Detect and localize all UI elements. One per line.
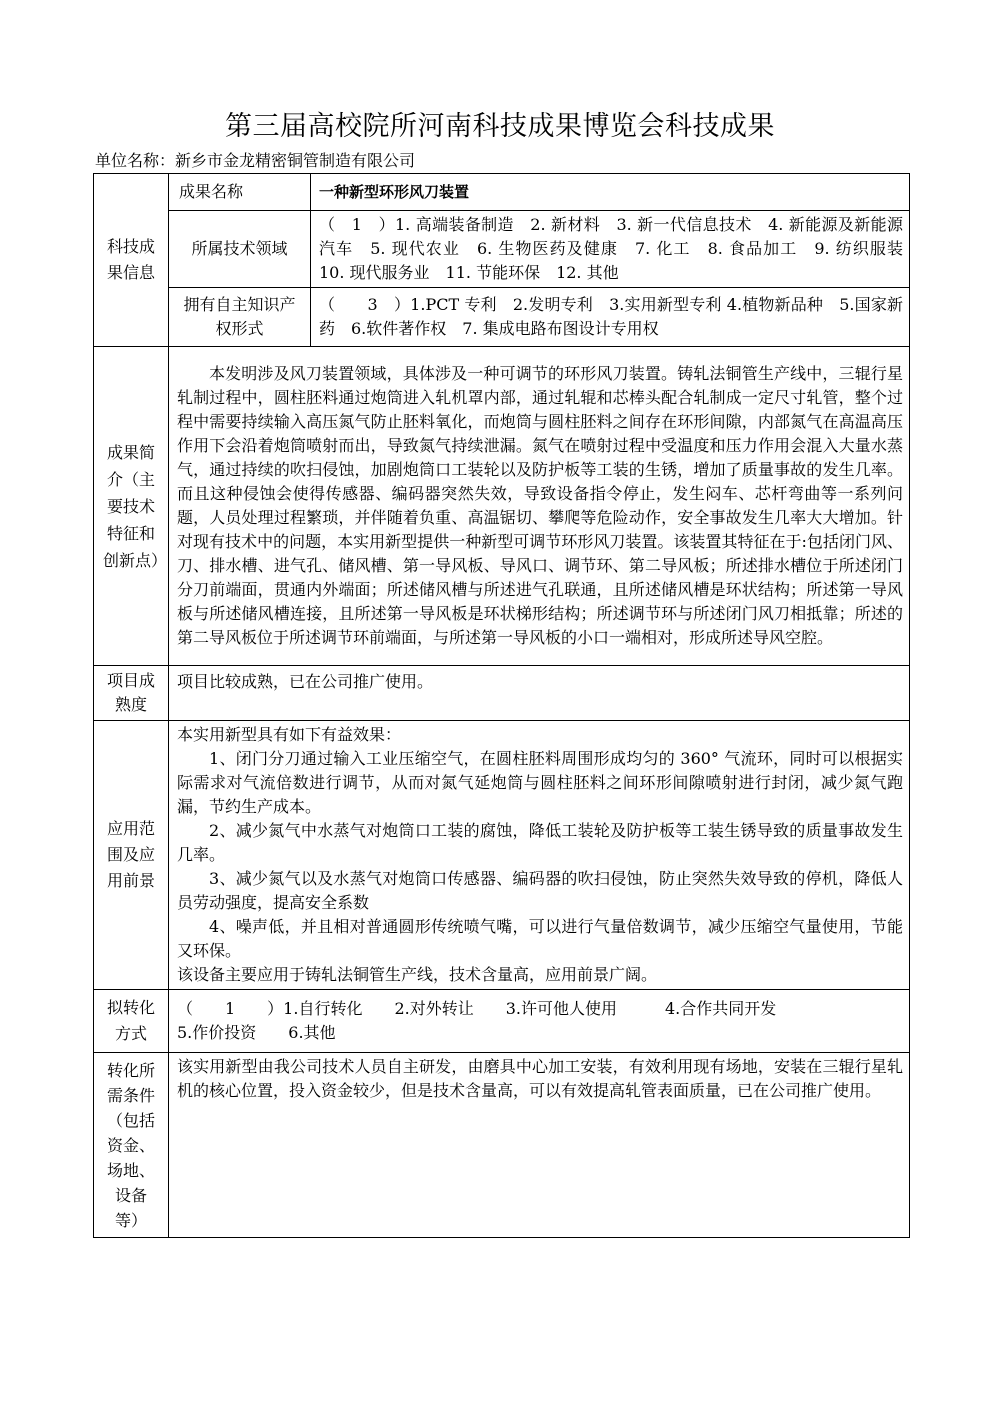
row-ip-form — [94, 288, 910, 347]
conditions-label: 转化所需条件（包括资金、场地、设备等） — [94, 1053, 169, 1238]
row-achievement-name — [94, 174, 910, 211]
achievement-table — [93, 173, 920, 1238]
maturity-label: 项目成熟度 — [94, 666, 169, 721]
row-conditions — [94, 1053, 910, 1238]
ip-form-label: 拥有自主知识产权形式 — [169, 288, 311, 347]
tech-info-label: 科技成果信息 — [94, 174, 169, 347]
row-intro — [94, 347, 910, 666]
transfer-line-2: 5.作价投资 6.其他 — [177, 1023, 336, 1042]
row-tech-field — [94, 211, 910, 288]
application-item-2: 2、减少氮气中水蒸气对炮筒口工装的腐蚀，降低工装轮及防护板等工装生锈导致的质量事故发生几率。 — [177, 821, 903, 864]
tech-field-value: （ 1 ）1. 高端装备制造 2. 新材料 3. 新一代信息技术 4. 新能源及新能源汽车 5. 现代农业 6. 生物医药及健康 7. 化工 8. 食品加工 9. 纺织服装 10. 现代服务业 11. 节能环保 12. 其他 — [311, 211, 910, 288]
application-outro: 该设备主要应用于铸轧法铜管生产线，技术含量高，应用前景广阔。 — [177, 965, 658, 984]
intro-label: 成果简介（主要技术特征和创新点） — [94, 347, 169, 666]
transfer-text — [169, 990, 910, 1053]
unit-name: 单位名称：新乡市金龙精密铜管制造有限公司 — [95, 151, 416, 170]
document-title: 第三届高校院所河南科技成果博览会科技成果 — [225, 111, 775, 142]
application-item-4: 4、噪声低，并且相对普通圆形传统喷气嘴，可以进行气量倍数调节，减少压缩空气量使用，节能又环保。 — [177, 917, 903, 960]
application-text — [169, 721, 910, 990]
conditions-text: 该实用新型由我公司技术人员自主研发，由磨具中心加工安装，有效利用现有场地，安装在三辊行星轧机的核心位置，投入资金较少，但是技术含量高，可以有效提高轧管表面质量，已在公司推广使用。 — [169, 1053, 910, 1238]
transfer-label: 拟转化方式 — [94, 990, 169, 1053]
tech-field-label: 所属技术领域 — [169, 211, 311, 288]
maturity-text: 项目比较成熟，已在公司推广使用。 — [169, 666, 910, 721]
achievement-name-value: 一种新型环形风刀装置 — [311, 174, 910, 211]
application-item-3: 3、减少氮气以及水蒸气对炮筒口传感器、编码器的吹扫侵蚀，防止突然失效导致的停机，降低人员劳动强度，提高安全系数 — [177, 869, 903, 912]
row-transfer — [94, 990, 910, 1053]
achievement-name-label: 成果名称 — [169, 174, 311, 211]
transfer-line-1: （ 1 ）1.自行转化 2.对外转让 3.许可他人使用 4.合作共同开发 — [177, 999, 777, 1018]
application-item-1: 1、闭门分刀通过输入工业压缩空气，在圆柱胚料周围形成均匀的 360° 气流环，同时可以根据实际需求对气流倍数进行调节，从而对氮气延炮筒与圆柱胚料之间环形间隙喷射进行封闭，减少氮气跑漏，节约生产成本。 — [177, 749, 903, 816]
application-label: 应用范围及应用前景 — [94, 721, 169, 990]
row-application — [94, 721, 910, 990]
intro-text: 本发明涉及风刀装置领域，具体涉及一种可调节的环形风刀装置。铸轧法铜管生产线中，三辊行星轧制过程中，圆柱胚料通过炮筒进入轧机罩内部，通过轧辊和芯棒头配合轧制成一定尺寸轧管，整个过程中需要持续输入高压氮气防止胚料氧化，而炮筒与圆柱胚料之间存在环形间隙，内部氮气在高温高压作用下会沿着炮筒喷射而出，导致氮气持续泄漏。氮气在喷射过程中受温度和压力作用会混入大量水蒸气，通过持续的吹扫侵蚀，加剧炮筒口工装轮以及防护板等工装的生锈，增加了质量事故的发生几率。而且这种侵蚀会使得传感器、编码器突然失效，导致设备指令停止，发生闷车、芯杆弯曲等一系列问题，人员处理过程繁琐，并伴随着负重、高温锯切、攀爬等危险动作，安全事故发生几率大大增加。针对现有技术中的问题，本实用新型提供一种新型可调节环形风刀装置。该装置其特征在于:包括闭门风、刀、排水槽、进气孔、储风槽、第一导风板、导风口、调节环、第二导风板；所述排水槽位于所述闭门分刀前端面，贯通内外端面；所述储风槽与所述进气孔联通，且所述储风槽是环状结构；所述第一导风板与所述储风槽连接，且所述第一导风板是环状梯形结构；所述调节环与所述闭门风刀相抵靠；所述的第二导风板位于所述调节环前端面，与所述第一导风板的小口一端相对，形成所述导风空腔。 — [169, 347, 910, 666]
ip-form-value: （ 3 ）1.PCT 专利 2.发明专利 3.实用新型专利 4.植物新品种 5.国家新药 6.软件著作权 7. 集成电路布图设计专用权 — [311, 288, 910, 347]
application-intro: 本实用新型具有如下有益效果： — [177, 725, 402, 744]
row-maturity — [94, 666, 910, 721]
